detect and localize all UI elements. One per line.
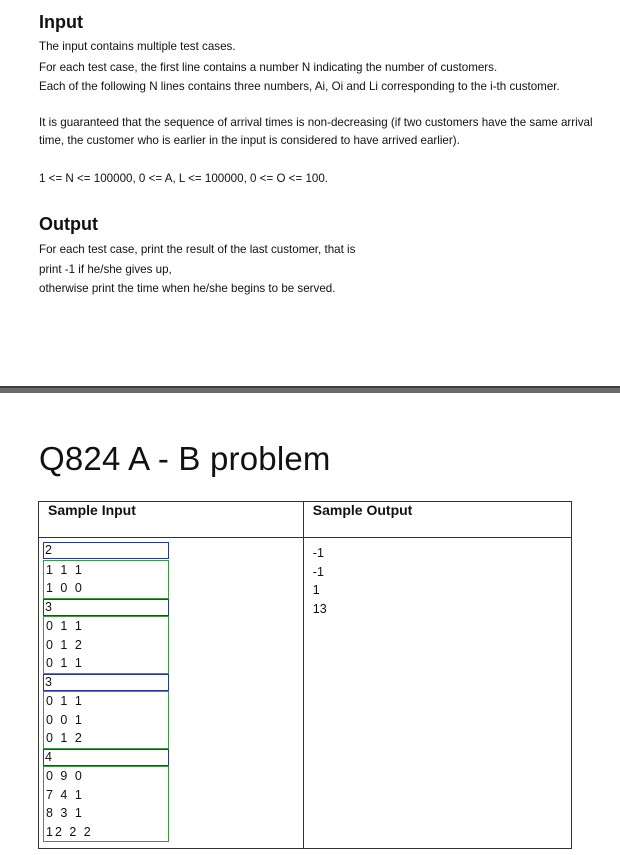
sample-input-header: Sample Input [39,502,304,538]
test-case-rows [43,766,169,842]
output-value: -1 [312,564,324,579]
output-value: -1 [312,546,324,560]
document-page-top [0,0,620,386]
test-case-group [43,749,303,843]
test-case-group [43,542,303,599]
output-value: 1 [312,583,320,597]
sample-output-cell [303,538,571,849]
customer-row: 8 3 1 [46,806,84,820]
test-case-count: 3 [43,674,169,691]
test-case-group [43,599,303,674]
output-text-line-3: otherwise print the time when he/she begins to be served. [39,282,336,295]
customer-row: 0 9 0 [46,769,84,783]
problem-title: Q824 A - B problem [39,440,331,477]
output-text-line-2: print -1 if he/she gives up, [39,263,172,276]
output-text-line-1: For each test case, print the result of the last customer, that is [39,243,356,256]
input-text-line-3: Each of the following N lines contains three numbers, Ai, Oi and Li corresponding to the i-th customer. [39,80,560,93]
output-value: 13 [312,601,327,616]
customer-row: 0 1 1 [46,619,84,633]
customer-row: 0 1 1 [46,694,84,708]
customer-row: 0 1 2 [46,637,84,652]
test-case-count: 3 [43,599,169,616]
customer-row: 0 1 2 [46,731,84,745]
input-text-line-4: It is guaranteed that the sequence of arrival times is non-decreasing (if two customers have the same arrival time, the customer who is earlier in the input is considered to have arrived earlier). [39,116,593,147]
test-case-rows [43,691,169,749]
test-case-count: 2 [43,542,169,559]
customer-row: 1 1 1 [46,562,84,577]
test-case-count: 4 [43,749,169,766]
sample-output-header: Sample Output [303,502,571,538]
input-constraints: 1 <= N <= 100000, 0 <= A, L <= 100000, 0 <= O <= 100. [39,172,329,185]
customer-row: 0 0 1 [46,712,84,727]
output-heading: Output [39,214,98,234]
customer-row: 1 0 0 [46,581,84,595]
sample-table [38,501,572,849]
test-case-group [43,674,303,749]
test-case-rows [43,560,169,599]
customer-row: 7 4 1 [46,787,84,802]
input-text-line-2: For each test case, the first line contains a number N indicating the number of customers. [39,61,498,74]
input-text-line-1: The input contains multiple test cases. [39,40,236,53]
customer-row: 12 2 2 [46,824,93,839]
customer-row: 0 1 1 [46,656,84,670]
input-heading: Input [39,12,83,32]
test-case-rows [43,616,169,674]
sample-input-cell [39,538,304,849]
page-divider-edge [0,386,620,388]
